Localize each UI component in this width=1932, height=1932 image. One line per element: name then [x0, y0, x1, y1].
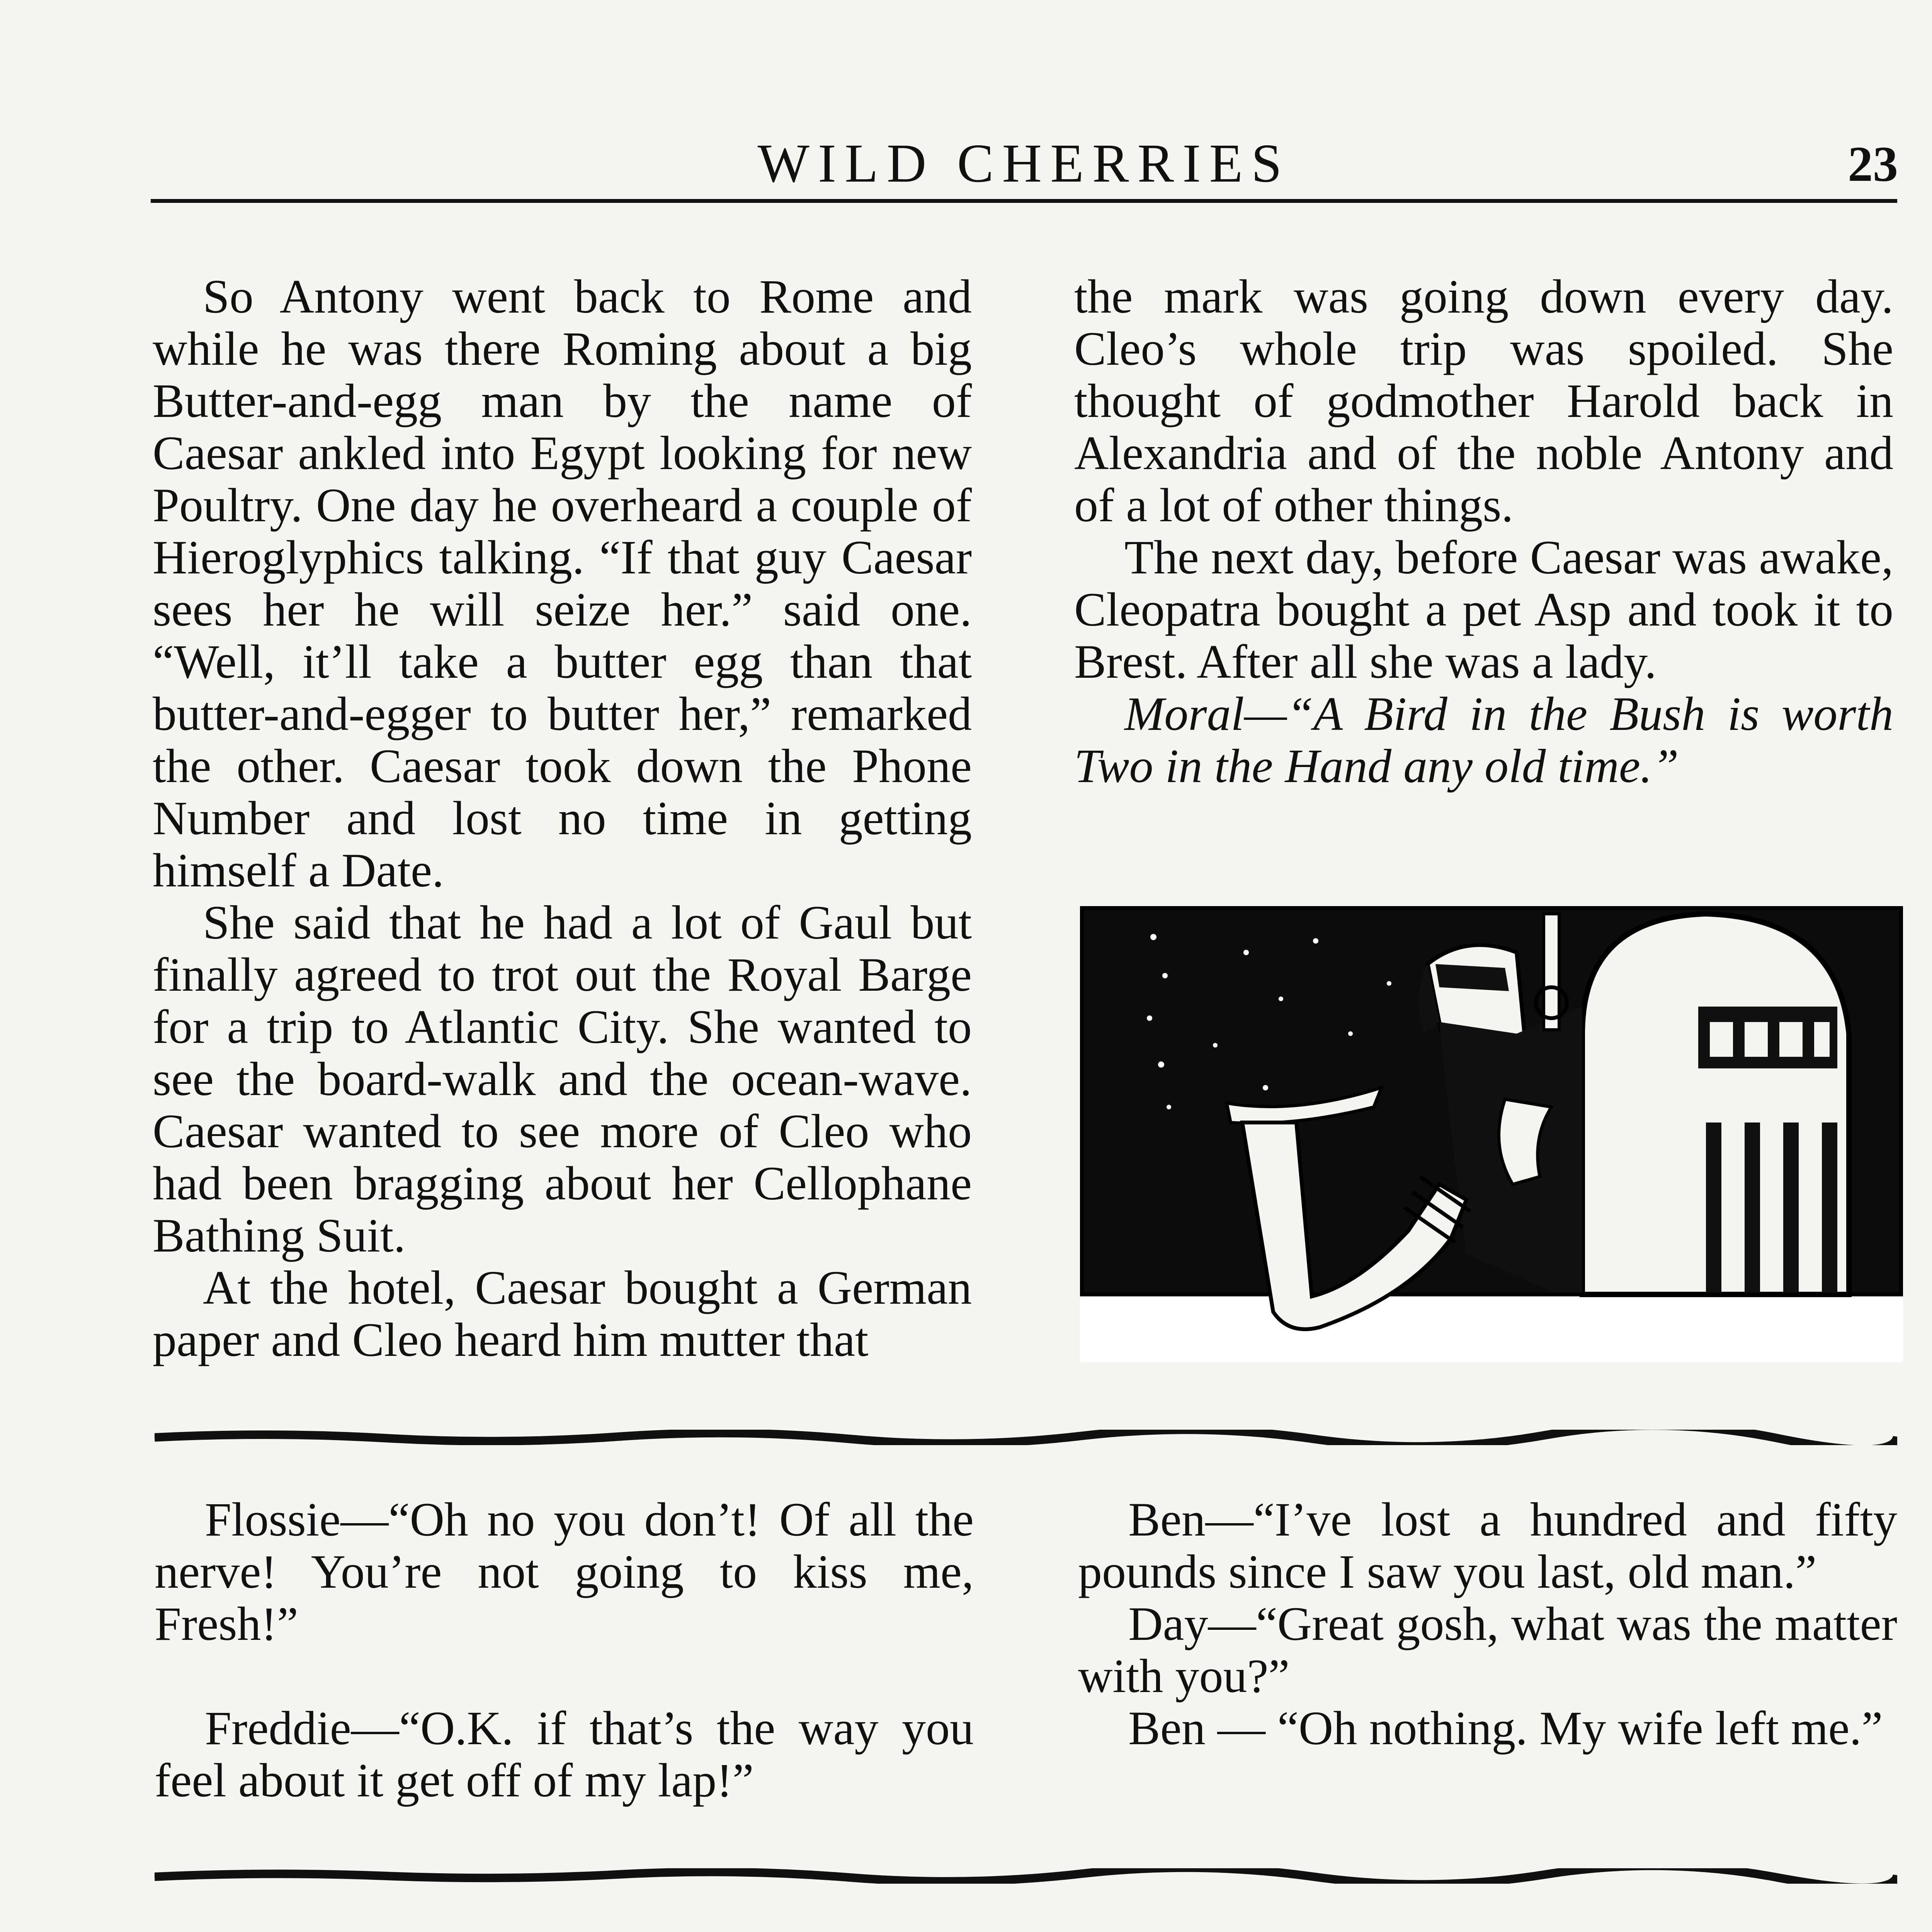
wavy-divider [155, 1430, 1897, 1445]
joke-line: Flossie—“Oh no you don’t! Of all the nerve! You’re not going to kiss me, Fresh!” [155, 1493, 974, 1650]
joke-line: Freddie—“O.K. if that’s the way you feel about it get off of my lap!” [155, 1702, 974, 1807]
story-paragraph: The next day, before Caesar was awake, Cleopatra bought a pet Asp and took it to Brest. After all she was a lady. [1074, 531, 1893, 688]
running-title: WILD CHERRIES [757, 133, 1291, 194]
story-column-right [1074, 270, 1893, 792]
story-paragraph: So Antony went back to Rome and while he was there Roming about a big Butter-and-egg man by the name of Caesar ankled into Egypt looking for new Poultry. One day he overheard a couple of Hieroglyphics talking. “If that guy Caesar sees her he will seize her.” said one. “Well, it’ll take a butter egg than that butter-and-egger to butter her,” remarked the other. Caesar took down the Phone Number and lost no time in getting himself a Date. [153, 270, 972, 897]
story-paragraph: the mark was going down every day. Cleo’s whole trip was spoiled. She thought of godmother Harold back in Alexandria and of the noble Antony and of a lot of other things. [1074, 270, 1893, 532]
story-column-left [153, 270, 972, 1366]
cleopatra-illustration [1080, 906, 1903, 1362]
joke-line: Day—“Great gosh, what was the matter with you?” [1078, 1597, 1897, 1702]
moral-text: Moral—“A Bird in the Bush is worth Two in the Hand any old time.” [1074, 687, 1893, 793]
joke-left [155, 1493, 974, 1806]
wavy-divider [155, 1868, 1897, 1884]
page-number: 23 [1848, 136, 1898, 192]
joke-right [1078, 1493, 1897, 1754]
story-paragraph: She said that he had a lot of Gaul but finally agreed to trot out the Royal Barge for a trip to Atlantic City. She wanted to see the board-walk and the ocean-wave. Caesar wanted to see more of Cleo who had been bragging about her Cellophane Bathing Suit. [153, 896, 972, 1262]
joke-line: Ben—“I’ve lost a hundred and fifty pounds since I saw you last, old man.” [1078, 1493, 1897, 1598]
joke-line: Ben — “Oh nothing. My wife left me.” [1128, 1702, 1883, 1755]
story-paragraph: At the hotel, Caesar bought a German paper and Cleo heard him mutter that [153, 1261, 972, 1366]
header-rule [151, 199, 1897, 203]
